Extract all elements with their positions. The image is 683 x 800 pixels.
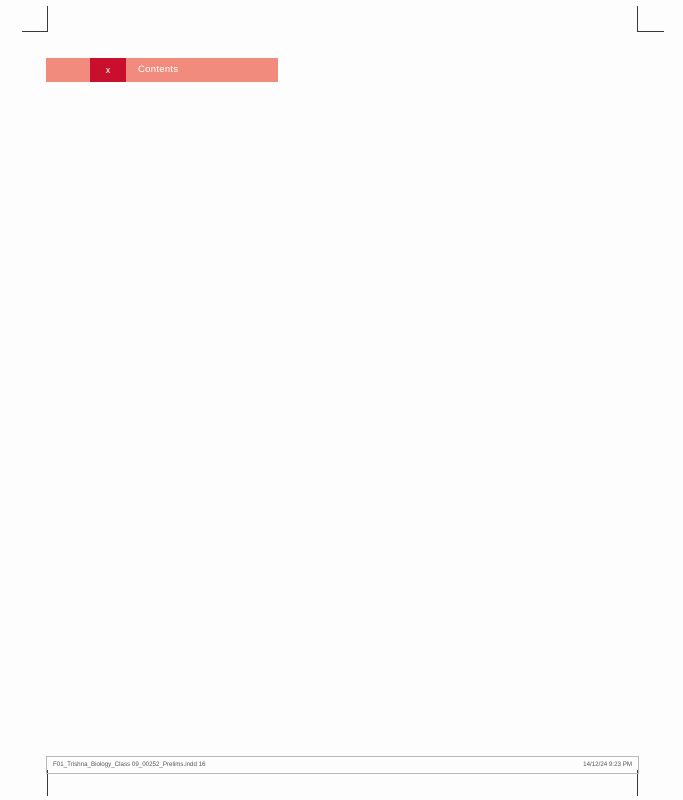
header-page-number: x	[105, 65, 111, 75]
header-label: Contents	[138, 64, 179, 75]
footer-timestamp: 14/12/24 9:23 PM	[583, 761, 632, 768]
crop-mark-top-right-v	[637, 6, 638, 32]
toc-column-right	[342, 100, 614, 191]
crop-mark-top-left-h	[22, 31, 48, 32]
page-footer	[46, 756, 639, 774]
toc-column-left	[88, 100, 360, 192]
crop-mark-top-left-v	[47, 6, 48, 32]
running-header	[46, 58, 278, 82]
crop-mark-top-right-h	[638, 31, 664, 32]
footer-filename: F01_Trishna_Biology_Class 09_00252_Prelims.indd 16	[53, 761, 206, 768]
